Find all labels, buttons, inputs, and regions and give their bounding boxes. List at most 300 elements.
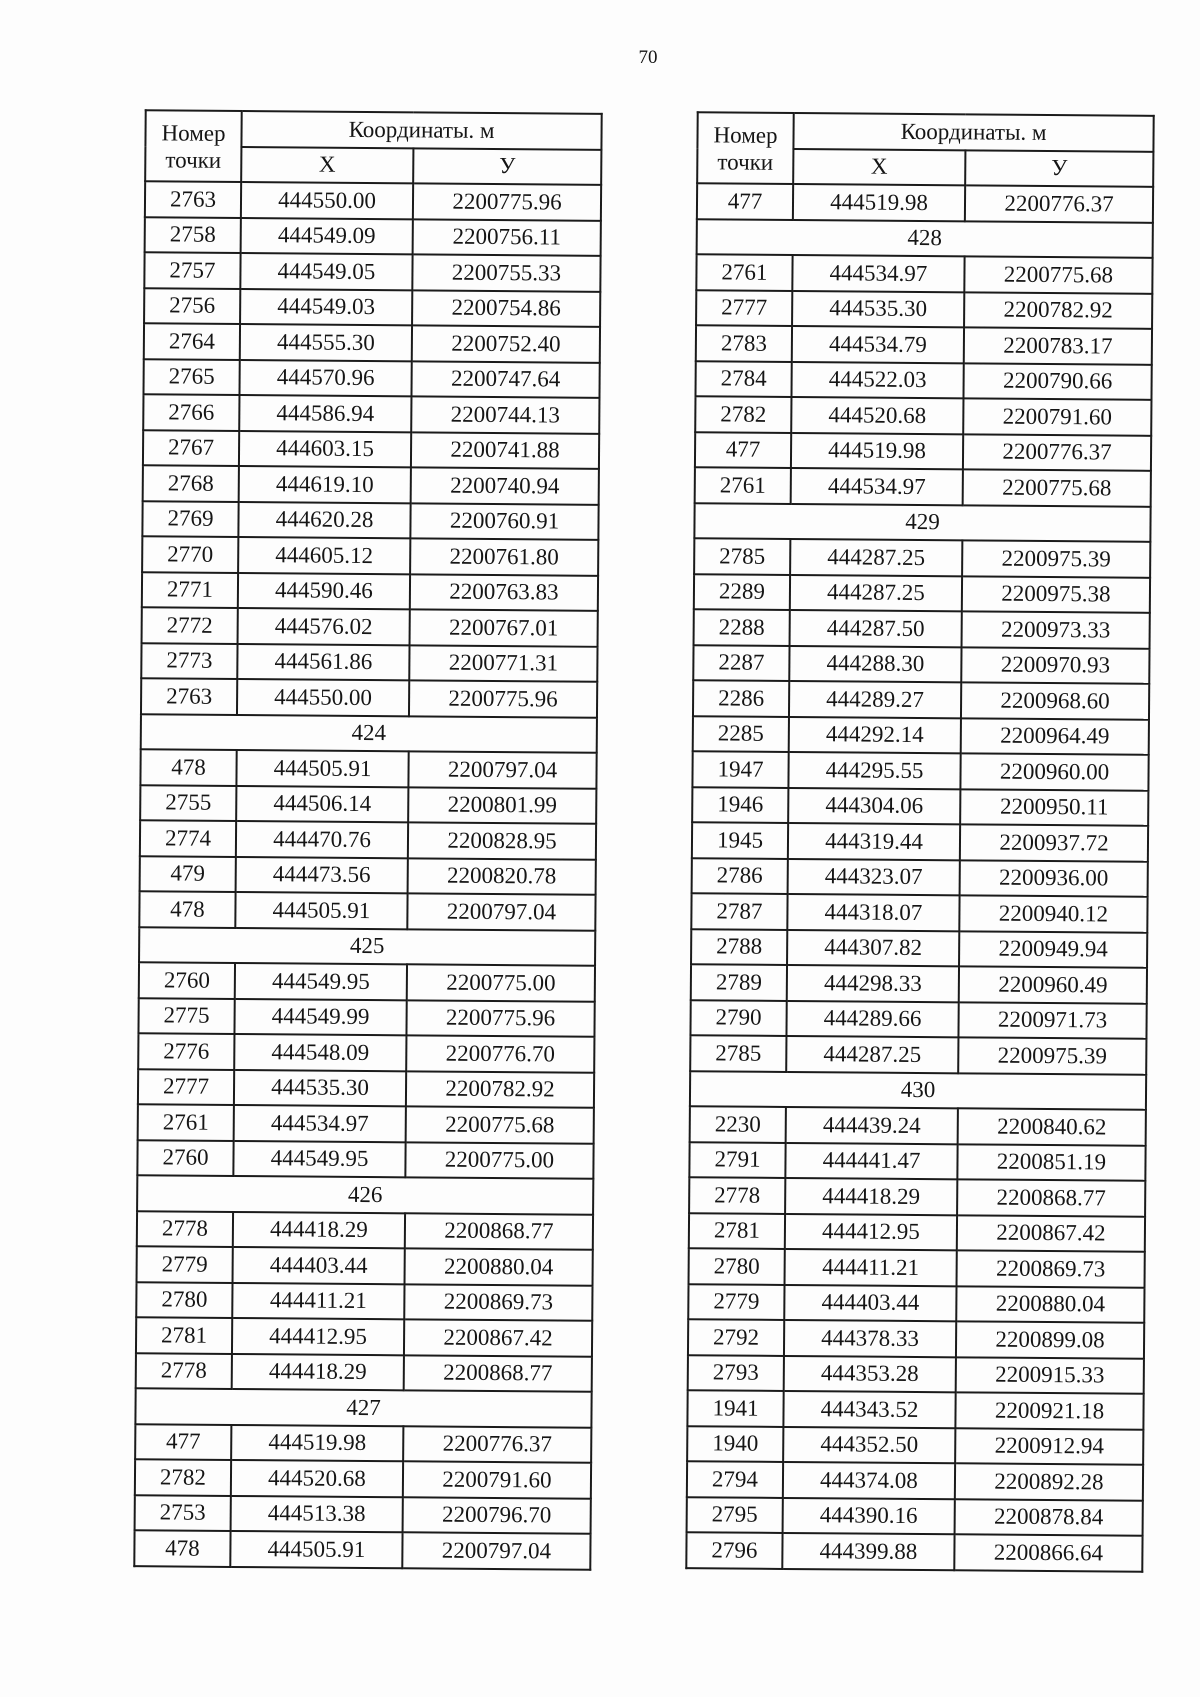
point-number-cell: 1940 [687, 1426, 783, 1462]
y-coordinate-cell: 2200880.04 [956, 1286, 1144, 1323]
y-coordinate-cell: 2200767.01 [410, 609, 598, 646]
point-number-cell: 2782 [135, 1459, 231, 1495]
x-coordinate-cell: 444534.79 [792, 326, 964, 363]
y-coordinate-cell: 2200880.04 [405, 1248, 593, 1285]
x-coordinate-cell: 444288.30 [789, 645, 961, 682]
point-number-cell: 2794 [687, 1461, 783, 1497]
x-coordinate-cell: 444520.68 [791, 397, 963, 434]
point-number-cell: 2774 [140, 820, 236, 856]
table-row [136, 1353, 592, 1392]
y-coordinate-cell: 2200797.04 [408, 751, 596, 788]
x-coordinate-cell: 444519.98 [231, 1424, 403, 1461]
y-coordinate-cell: 2200949.94 [959, 931, 1147, 968]
y-coordinate-cell: 2200964.49 [961, 718, 1149, 755]
table-row [142, 607, 598, 646]
y-coordinate-cell: 2200975.39 [958, 1037, 1146, 1074]
x-coordinate-cell: 444549.05 [240, 253, 412, 290]
x-coordinate-cell: 444549.09 [241, 217, 413, 254]
y-coordinate-cell: 2200868.77 [404, 1355, 592, 1392]
y-coordinate-cell: 2200866.64 [954, 1534, 1142, 1571]
table-row [687, 1426, 1143, 1465]
x-coordinate-cell: 444304.06 [788, 787, 960, 824]
header-x: X [241, 146, 413, 183]
point-number-cell: 2767 [143, 430, 239, 466]
section-number-cell: 429 [694, 503, 1150, 542]
x-coordinate-cell: 444505.91 [230, 1531, 402, 1568]
y-coordinate-cell: 2200775.68 [963, 469, 1151, 506]
x-coordinate-cell: 444319.44 [788, 823, 960, 860]
point-number-cell: 2287 [693, 645, 789, 681]
x-coordinate-cell: 444403.44 [784, 1284, 956, 1321]
y-coordinate-cell: 2200797.04 [402, 1532, 590, 1569]
point-number-cell: 2776 [138, 1033, 234, 1069]
point-number-cell: 477 [697, 183, 793, 219]
x-coordinate-cell: 444522.03 [791, 361, 963, 398]
y-coordinate-cell: 2200740.94 [411, 467, 599, 504]
point-number-cell: 2768 [143, 465, 239, 501]
table-row [137, 1140, 593, 1179]
table-row [696, 325, 1152, 364]
x-coordinate-cell: 444535.30 [792, 290, 964, 327]
table-row [138, 1104, 594, 1143]
table-row [694, 538, 1150, 577]
x-coordinate-cell: 444513.38 [231, 1495, 403, 1532]
header-y: У [413, 148, 601, 185]
point-number-cell: 2792 [688, 1319, 784, 1355]
y-coordinate-cell: 2200744.13 [411, 396, 599, 433]
point-number-cell: 2760 [137, 1140, 233, 1176]
x-coordinate-cell: 444323.07 [788, 858, 960, 895]
x-coordinate-cell: 444441.47 [785, 1142, 957, 1179]
x-coordinate-cell: 444343.52 [783, 1391, 955, 1428]
table-row [690, 1106, 1146, 1145]
table-row [692, 822, 1148, 861]
table-row [695, 361, 1151, 400]
y-coordinate-cell: 2200791.60 [403, 1461, 591, 1498]
section-number-cell: 428 [697, 219, 1153, 258]
point-number-cell: 2786 [692, 858, 788, 894]
x-coordinate-cell: 444535.30 [234, 1069, 406, 1106]
table-row [135, 1459, 591, 1498]
y-coordinate-cell: 2200820.78 [408, 858, 596, 895]
x-coordinate-cell: 444576.02 [238, 608, 410, 645]
point-number-cell: 2787 [691, 893, 787, 929]
point-number-cell: 1946 [692, 787, 788, 823]
table-row [145, 181, 601, 220]
x-coordinate-cell: 444295.55 [788, 752, 960, 789]
table-row [141, 678, 597, 717]
point-number-cell: 1941 [687, 1390, 783, 1426]
y-coordinate-cell: 2200775.96 [406, 1000, 594, 1037]
section-row [141, 714, 597, 753]
x-coordinate-cell: 444620.28 [238, 501, 410, 538]
section-number-cell: 430 [690, 1071, 1146, 1110]
point-number-cell: 2764 [144, 323, 240, 359]
x-coordinate-cell: 444549.95 [233, 1140, 405, 1177]
y-coordinate-cell: 2200960.00 [960, 753, 1148, 790]
y-coordinate-cell: 2200797.04 [407, 893, 595, 930]
table-row [143, 359, 599, 398]
table-row [692, 787, 1148, 826]
point-number-cell: 2784 [695, 361, 791, 397]
table-row [142, 572, 598, 611]
point-number-cell: 2781 [689, 1213, 785, 1249]
table-row [693, 645, 1149, 684]
y-coordinate-cell: 2200937.72 [960, 824, 1148, 861]
x-coordinate-cell: 444520.68 [231, 1460, 403, 1497]
point-number-cell: 2775 [138, 998, 234, 1034]
x-coordinate-cell: 444318.07 [787, 894, 959, 931]
x-coordinate-cell: 444619.10 [239, 466, 411, 503]
point-number-cell: 2783 [696, 325, 792, 361]
y-coordinate-cell: 2200869.73 [957, 1250, 1145, 1287]
x-coordinate-cell: 444411.21 [232, 1282, 404, 1319]
x-coordinate-cell: 444605.12 [238, 537, 410, 574]
y-coordinate-cell: 2200755.33 [412, 254, 600, 291]
y-coordinate-cell: 2200776.37 [403, 1426, 591, 1463]
y-coordinate-cell: 2200790.66 [963, 363, 1151, 400]
table-row [688, 1284, 1144, 1323]
x-coordinate-cell: 444505.91 [236, 750, 408, 787]
table-row [694, 574, 1150, 613]
header-row [697, 112, 1153, 151]
table-row [695, 396, 1151, 435]
point-number-cell: 2761 [138, 1104, 234, 1140]
table-row [142, 536, 598, 575]
table-row [138, 998, 594, 1037]
x-coordinate-cell: 444519.98 [791, 432, 963, 469]
point-number-cell: 478 [140, 749, 236, 785]
y-coordinate-cell: 2200775.96 [413, 183, 601, 220]
x-coordinate-cell: 444534.97 [792, 255, 964, 292]
point-number-cell: 2756 [144, 288, 240, 324]
table-row [691, 893, 1147, 932]
y-coordinate-cell: 2200892.28 [955, 1463, 1143, 1500]
table-row [137, 1246, 593, 1285]
point-number-cell: 479 [140, 856, 236, 892]
table-row [140, 749, 596, 788]
header-point-number: Номер точки [697, 112, 794, 184]
header-row [145, 110, 601, 149]
table-body [686, 183, 1153, 1571]
coordinates-table-right-wrapper [685, 111, 1152, 1572]
x-coordinate-cell: 444287.50 [790, 610, 962, 647]
y-coordinate-cell: 2200775.96 [409, 680, 597, 717]
x-coordinate-cell: 444505.91 [235, 892, 407, 929]
table-row [688, 1319, 1144, 1358]
point-number-cell: 2790 [690, 1000, 786, 1036]
table-row [696, 290, 1152, 329]
point-number-cell: 2760 [139, 962, 235, 998]
table-row [695, 432, 1151, 471]
point-number-cell: 2755 [140, 785, 236, 821]
y-coordinate-cell: 2200754.86 [412, 290, 600, 327]
x-coordinate-cell: 444287.25 [790, 539, 962, 576]
point-number-cell: 2791 [689, 1142, 785, 1178]
table-row [692, 751, 1148, 790]
y-coordinate-cell: 2200840.62 [958, 1108, 1146, 1145]
y-coordinate-cell: 2200775.00 [407, 964, 595, 1001]
y-coordinate-cell: 2200801.99 [408, 787, 596, 824]
point-number-cell: 2285 [693, 716, 789, 752]
x-coordinate-cell: 444287.25 [790, 574, 962, 611]
point-number-cell: 2778 [689, 1177, 785, 1213]
x-coordinate-cell: 444603.15 [239, 430, 411, 467]
table-row [686, 1532, 1142, 1571]
point-number-cell: 2770 [142, 536, 238, 572]
point-number-cell: 2795 [687, 1497, 783, 1533]
point-number-cell: 2778 [136, 1353, 232, 1389]
y-coordinate-cell: 2200775.68 [964, 256, 1152, 293]
y-coordinate-cell: 2200782.92 [964, 292, 1152, 329]
point-number-cell: 2782 [695, 396, 791, 432]
point-number-cell: 477 [135, 1424, 231, 1460]
point-number-cell: 2780 [689, 1248, 785, 1284]
table-row [690, 1000, 1146, 1039]
point-number-cell: 2777 [696, 290, 792, 326]
x-coordinate-cell: 444390.16 [783, 1497, 955, 1534]
section-number-cell: 426 [137, 1175, 593, 1214]
x-coordinate-cell: 444549.95 [235, 963, 407, 1000]
point-number-cell: 2230 [690, 1106, 786, 1142]
x-coordinate-cell: 444352.50 [783, 1426, 955, 1463]
x-coordinate-cell: 444549.03 [240, 288, 412, 325]
point-number-cell: 2757 [144, 252, 240, 288]
point-number-cell: 2777 [138, 1069, 234, 1105]
point-number-cell: 2785 [694, 538, 790, 574]
table-row [689, 1248, 1145, 1287]
y-coordinate-cell: 2200782.92 [406, 1071, 594, 1108]
y-coordinate-cell: 2200771.31 [409, 645, 597, 682]
x-coordinate-cell: 444378.33 [784, 1320, 956, 1357]
x-coordinate-cell: 444590.46 [238, 572, 410, 609]
coordinates-table-left [133, 109, 602, 1570]
y-coordinate-cell: 2200971.73 [958, 1002, 1146, 1039]
y-coordinate-cell: 2200867.42 [957, 1215, 1145, 1252]
table-row [138, 1069, 594, 1108]
table-row [693, 680, 1149, 719]
table-row [144, 288, 600, 327]
point-number-cell: 2773 [141, 643, 237, 679]
x-coordinate-cell: 444570.96 [239, 359, 411, 396]
x-coordinate-cell: 444470.76 [236, 821, 408, 858]
table-row [695, 467, 1151, 506]
table-row [136, 1282, 592, 1321]
x-coordinate-cell: 444519.98 [793, 184, 965, 221]
point-number-cell: 478 [134, 1530, 230, 1566]
table-row [139, 891, 595, 930]
point-number-cell: 2781 [136, 1317, 232, 1353]
x-coordinate-cell: 444550.00 [241, 182, 413, 219]
x-coordinate-cell: 444353.28 [784, 1355, 956, 1392]
point-number-cell: 477 [695, 432, 791, 468]
table-row [687, 1390, 1143, 1429]
section-row [690, 1071, 1146, 1110]
y-coordinate-cell: 2200775.00 [405, 1142, 593, 1179]
y-coordinate-cell: 2200791.60 [963, 398, 1151, 435]
y-coordinate-cell: 2200776.37 [963, 434, 1151, 471]
table-row [135, 1424, 591, 1463]
y-coordinate-cell: 2200975.38 [962, 576, 1150, 613]
point-number-cell: 2778 [137, 1211, 233, 1247]
table-row [696, 254, 1152, 293]
x-coordinate-cell: 444411.21 [785, 1249, 957, 1286]
point-number-cell: 2286 [693, 680, 789, 716]
section-number-cell: 424 [141, 714, 597, 753]
x-coordinate-cell: 444292.14 [789, 716, 961, 753]
point-number-cell: 2771 [142, 572, 238, 608]
point-number-cell: 2780 [136, 1282, 232, 1318]
table-row [694, 609, 1150, 648]
table-row [143, 465, 599, 504]
x-coordinate-cell: 444287.25 [786, 1036, 958, 1073]
y-coordinate-cell: 2200741.88 [411, 432, 599, 469]
point-number-cell: 2779 [137, 1246, 233, 1282]
x-coordinate-cell: 444586.94 [239, 395, 411, 432]
point-number-cell: 2753 [135, 1495, 231, 1531]
table-row [689, 1213, 1145, 1252]
y-coordinate-cell: 2200899.08 [956, 1321, 1144, 1358]
point-number-cell: 2788 [691, 929, 787, 965]
table-row [688, 1355, 1144, 1394]
y-coordinate-cell: 2200950.11 [960, 789, 1148, 826]
point-number-cell: 2761 [696, 254, 792, 290]
section-row [694, 503, 1150, 542]
x-coordinate-cell: 444550.00 [237, 679, 409, 716]
coordinates-table-left-wrapper [133, 109, 600, 1570]
section-row [139, 927, 595, 966]
x-coordinate-cell: 444506.14 [236, 785, 408, 822]
y-coordinate-cell: 2200776.37 [965, 185, 1153, 222]
table-row [697, 183, 1153, 222]
table-row [144, 252, 600, 291]
table-row [140, 785, 596, 824]
y-coordinate-cell: 2200868.77 [957, 1179, 1145, 1216]
header-x: X [793, 148, 965, 185]
section-row [135, 1388, 591, 1427]
x-coordinate-cell: 444418.29 [233, 1211, 405, 1248]
table-row [143, 394, 599, 433]
y-coordinate-cell: 2200763.83 [410, 574, 598, 611]
table-row [140, 820, 596, 859]
point-number-cell: 2765 [143, 359, 239, 395]
y-coordinate-cell: 2200975.39 [962, 540, 1150, 577]
table-body [134, 181, 601, 1569]
table-row [693, 716, 1149, 755]
y-coordinate-cell: 2200878.84 [955, 1499, 1143, 1536]
x-coordinate-cell: 444412.95 [785, 1213, 957, 1250]
table-row [141, 643, 597, 682]
y-coordinate-cell: 2200851.19 [957, 1144, 1145, 1181]
table-row [691, 929, 1147, 968]
y-coordinate-cell: 2200968.60 [961, 682, 1149, 719]
table-row [135, 1495, 591, 1534]
header-coordinates: Координаты. м [241, 111, 601, 149]
y-coordinate-cell: 2200761.80 [410, 538, 598, 575]
x-coordinate-cell: 444289.66 [786, 1000, 958, 1037]
x-coordinate-cell: 444399.88 [782, 1533, 954, 1570]
table-row [687, 1497, 1143, 1536]
table-row [144, 323, 600, 362]
section-number-cell: 425 [139, 927, 595, 966]
y-coordinate-cell: 2200912.94 [955, 1428, 1143, 1465]
point-number-cell: 2761 [695, 467, 791, 503]
x-coordinate-cell: 444298.33 [787, 965, 959, 1002]
header-point-number: Номер точки [145, 110, 242, 182]
x-coordinate-cell: 444473.56 [236, 856, 408, 893]
point-number-cell: 1947 [692, 751, 788, 787]
table-row [687, 1461, 1143, 1500]
x-coordinate-cell: 444403.44 [233, 1247, 405, 1284]
y-coordinate-cell: 2200867.42 [404, 1319, 592, 1356]
point-number-cell: 2772 [142, 607, 238, 643]
table-row [136, 1317, 592, 1356]
y-coordinate-cell: 2200796.70 [403, 1497, 591, 1534]
point-number-cell: 2763 [145, 181, 241, 217]
point-number-cell: 2793 [688, 1355, 784, 1391]
y-coordinate-cell: 2200775.68 [406, 1106, 594, 1143]
table-row [689, 1177, 1145, 1216]
coordinates-table-right [685, 111, 1154, 1572]
point-number-cell: 2763 [141, 678, 237, 714]
point-number-cell: 2758 [145, 217, 241, 253]
point-number-cell: 2785 [690, 1035, 786, 1071]
y-coordinate-cell: 2200921.18 [955, 1392, 1143, 1429]
point-number-cell: 2789 [691, 964, 787, 1000]
y-coordinate-cell: 2200828.95 [408, 822, 596, 859]
point-number-cell: 2766 [143, 394, 239, 430]
section-row [697, 219, 1153, 258]
y-coordinate-cell: 2200970.93 [961, 647, 1149, 684]
x-coordinate-cell: 444289.27 [789, 681, 961, 718]
y-coordinate-cell: 2200973.33 [962, 611, 1150, 648]
table-row [692, 858, 1148, 897]
section-number-cell: 427 [135, 1388, 591, 1427]
table-row [134, 1530, 590, 1569]
y-coordinate-cell: 2200783.17 [964, 327, 1152, 364]
x-coordinate-cell: 444561.86 [237, 643, 409, 680]
y-coordinate-cell: 2200940.12 [959, 895, 1147, 932]
y-coordinate-cell: 2200868.77 [405, 1213, 593, 1250]
point-number-cell: 2289 [694, 574, 790, 610]
point-number-cell: 2796 [686, 1532, 782, 1568]
table-row [142, 501, 598, 540]
x-coordinate-cell: 444412.95 [232, 1318, 404, 1355]
x-coordinate-cell: 444307.82 [787, 929, 959, 966]
point-number-cell: 2779 [688, 1284, 784, 1320]
table-row [138, 1033, 594, 1072]
y-coordinate-cell: 2200869.73 [404, 1284, 592, 1321]
y-coordinate-cell: 2200960.49 [959, 966, 1147, 1003]
table-row [145, 217, 601, 256]
x-coordinate-cell: 444418.29 [232, 1353, 404, 1390]
y-coordinate-cell: 2200752.40 [412, 325, 600, 362]
point-number-cell: 2769 [142, 501, 238, 537]
y-coordinate-cell: 2200776.70 [406, 1035, 594, 1072]
point-number-cell: 478 [139, 891, 235, 927]
x-coordinate-cell: 444418.29 [785, 1178, 957, 1215]
page-number: 70 [638, 47, 658, 68]
table-row [690, 1035, 1146, 1074]
x-coordinate-cell: 444555.30 [240, 324, 412, 361]
point-number-cell: 2288 [694, 609, 790, 645]
x-coordinate-cell: 444374.08 [783, 1462, 955, 1499]
y-coordinate-cell: 2200760.91 [410, 503, 598, 540]
y-coordinate-cell: 2200936.00 [960, 860, 1148, 897]
x-coordinate-cell: 444549.99 [234, 998, 406, 1035]
section-row [137, 1175, 593, 1214]
table-row [139, 962, 595, 1001]
